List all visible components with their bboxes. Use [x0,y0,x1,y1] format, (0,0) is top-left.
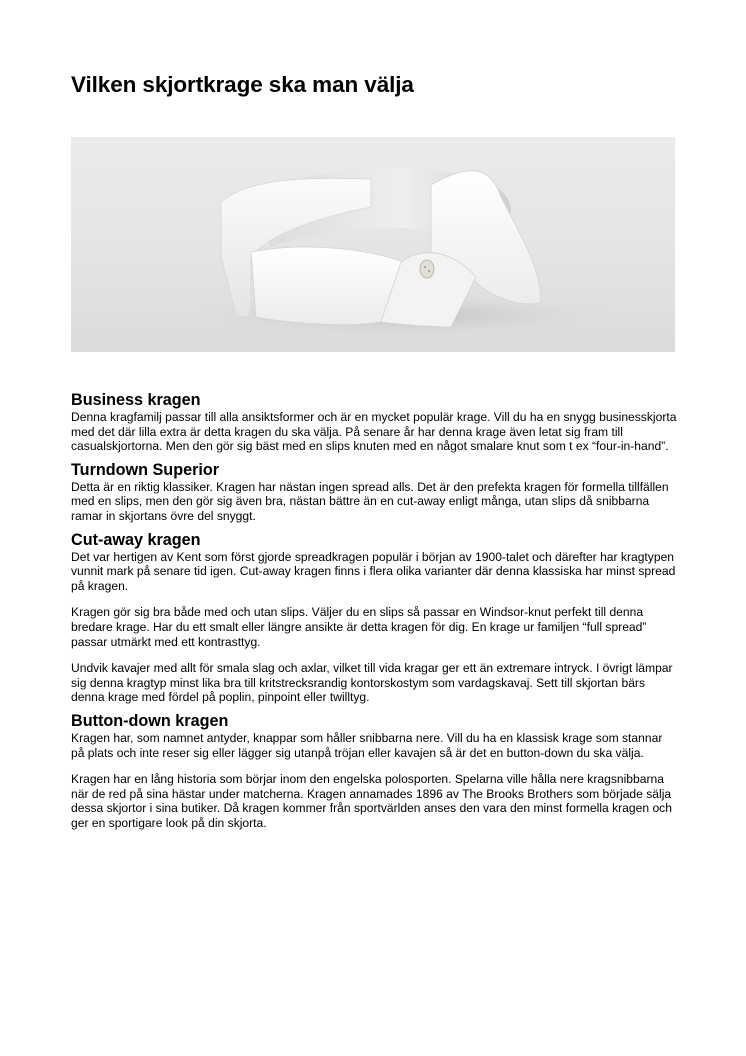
section-heading: Cut-away kragen [71,530,201,549]
section-business-kragen [71,391,681,454]
section-paragraph: Kragen gör sig bra både med och utan slips. Väljer du en slips så passar en Windsor-knut perfekt till denna bredare krage. Har du ett smalt eller längre ansikte är detta kragen för dig. En krage ur familjen “full spread” passar utmärkt med ett kontrasttyg. [71,605,647,649]
section-heading: Business kragen [71,391,201,409]
article-body [71,391,681,837]
section-paragraph: Undvik kavajer med allt för smala slag och axlar, vilket till vida kragar ger ett än extremare intryck. I övrigt lämpar sig denna kragtyp minst lika bra till kritstrecksrandig kontorskostym som vardagskavaj. Sett till skjortan bärs denna krage med fördel på poplin, pinpoint eller twilltyg. [71,661,673,705]
section-paragraph: Denna kragfamilj passar till alla ansiktsformer och är en mycket populär krage. Vill du ha en snygg businesskjorta med det där lilla extra är detta kragen du ska välja. På senare år har denna krage även letat sig fram till casualskjortorna. Men den gör sig bäst med en slips knuten med en något smalare knut som t ex “four-in-hand”. [71,410,677,454]
section-paragraph: Kragen har en lång historia som börjar inom den engelska polosporten. Spelarna ville hålla nere kragsnibbarna när de red på sina hästar under matcherna. Kragen annamades 1896 av The Brooks Brothers som började sälja dessa skjortor i sina butiker. Då kragen kommer från sportvärlden anses den vara den minst formella kragen och ger en sportigare look på din skjorta. [71,772,672,830]
page-title: Vilken skjortkrage ska man välja [71,72,414,97]
section-paragraph: Kragen har, som namnet antyder, knappar som håller snibbarna nere. Vill du ha en klassisk krage som stannar på plats och inte reser sig eller lägger sig utanpå tröjan eller kavajen så är det en button-down du ska välja. [71,730,663,760]
section-heading: Turndown Superior [71,460,220,479]
section-turndown-superior [71,461,681,524]
section-paragraph: Det var hertigen av Kent som först gjorde spreadkragen populär i början av 1900-talet och därefter har kragtypen vunnit mark på senare tid igen. Cut-away kragen finns i flera olika varianter där denna klassiska har minst spread på kragen. [71,549,676,593]
shirt-collar-icon [71,137,675,352]
shirt-collar-photo [71,137,675,352]
section-heading: Button-down kragen [71,711,229,730]
section-cut-away-kragen [71,531,681,705]
section-paragraph: Detta är en riktig klassiker. Kragen har nästan ingen spread alls. Det är den prefekta kragen för formella tillfällen med en slips, men den gör sig även bra, nästan bättre än en cut-away enligt många, utan slips då snibbarna ramar in skjortans övre del snyggt. [71,479,669,523]
section-button-down-kragen [71,712,681,831]
